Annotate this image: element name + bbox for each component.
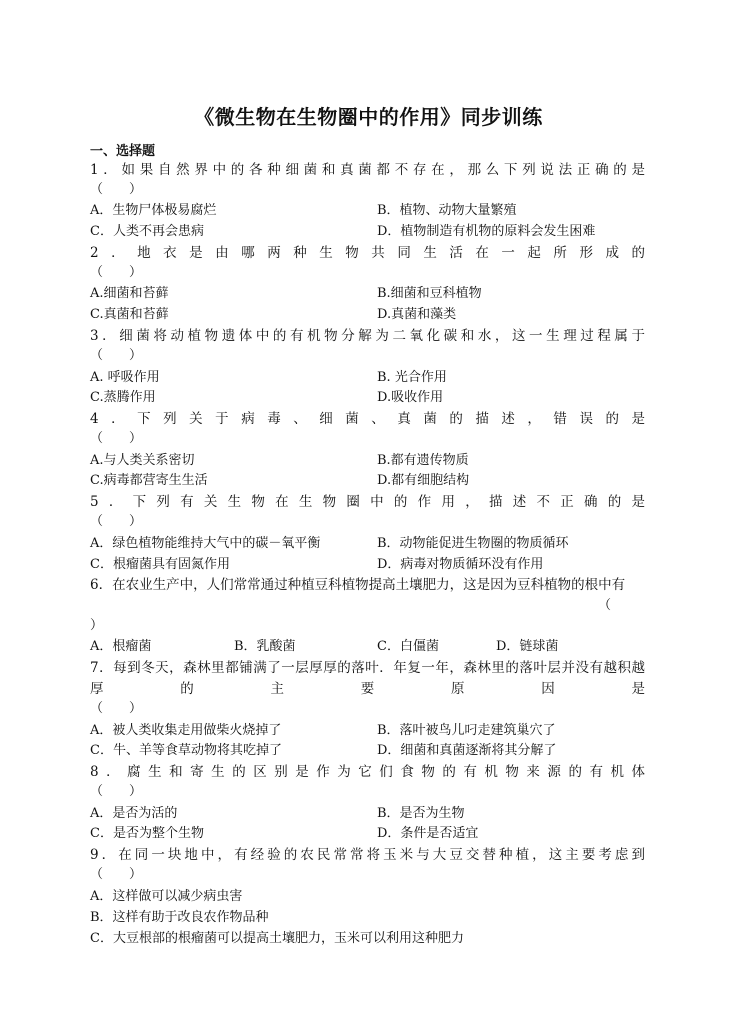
q3-option-a: A. 呼吸作用 [90,370,160,385]
q4-option-b: B.都有遗传物质 [377,453,469,468]
q8-option-a: A．是否为活的 [90,806,178,821]
q5-option-b: B．动物能促进生物圈的物质循环 [377,536,569,551]
q4-option-c: C.病毒都营寄生生活 [90,473,208,488]
question-5-paren: （ ） [90,514,143,529]
question-6-paren-open: （ [598,598,612,613]
question-4-stem: 4．下列关于病毒、细菌、真菌的描述，错误的是 [90,411,645,427]
question-7-stem-cont: 厚的主要原因是 [90,681,645,697]
q1-option-c: C．人类不再会患病 [90,224,204,239]
q7-option-d: D．细菌和真菌逐渐将其分解了 [377,743,557,758]
question-6-stem: 6．在农业生产中，人们常常通过种植豆科植物提高土壤肥力，这是因为豆科植物的根中有 [90,577,626,593]
question-9-stem: 9．在同一块地中，有经验的农民常常将玉米与大豆交替种植，这主要考虑到 [90,847,645,863]
q9-option-a: A．这样做可以减少病虫害 [90,889,243,904]
q6-option-b: B．乳酸菌 [234,639,296,654]
section-heading: 一、选择题 [90,144,156,159]
question-1-stem: 1．如果自然界中的各种细菌和真菌都不存在，那么下列说法正确的是 [90,162,645,178]
q2-option-b: B.细菌和豆科植物 [377,286,482,301]
q5-option-a: A．绿色植物能维持大气中的碳－氧平衡 [90,536,321,551]
q6-option-c: C．白僵菌 [377,639,439,654]
question-7-paren: （ ） [90,701,143,716]
q9-option-b: B．这样有助于改良农作物品种 [90,910,269,925]
q7-option-a: A．被人类收集走用做柴火烧掉了 [90,723,282,738]
q7-option-b: B．落叶被鸟儿叼走建筑巢穴了 [377,723,556,738]
q1-option-b: B．植物、动物大量繁殖 [377,203,517,218]
question-4-paren: （ ） [90,431,143,446]
question-9-paren: （ ） [90,867,143,882]
question-7-stem: 7．每到冬天，森林里都铺满了一层厚厚的落叶．年复一年，森林里的落叶层并没有越积越 [90,660,645,676]
q7-option-c: C．牛、羊等食草动物将其吃掉了 [90,743,282,758]
q5-option-c: C．根瘤菌具有固氮作用 [90,557,230,572]
q8-option-d: D．条件是否适宜 [377,826,479,841]
q6-option-a: A．根瘤菌 [90,639,152,654]
q2-option-d: D.真菌和藻类 [377,307,457,322]
question-2-stem: 2．地衣是由哪两种生物共同生活在一起所形成的 [90,245,645,261]
q3-option-d: D.吸收作用 [377,390,444,405]
question-6-paren-close: ） [90,618,104,633]
q5-option-d: D．病毒对物质循环没有作用 [377,557,544,572]
q4-option-a: A.与人类关系密切 [90,453,195,468]
q2-option-a: A.细菌和苔藓 [90,286,169,301]
page-title: 《微生物在生物圈中的作用》同步训练 [194,105,543,129]
q8-option-b: B．是否为生物 [377,806,465,821]
q9-option-c: C．大豆根部的根瘤菌可以提高土壤肥力，玉米可以利用这种肥力 [90,931,464,946]
question-8-stem: 8．腐生和寄生的区别是作为它们食物的有机物来源的有机体 [90,764,645,780]
question-3-paren: （ ） [90,348,143,363]
q1-option-a: A．生物尸体极易腐烂 [90,203,217,218]
question-5-stem: 5．下列有关生物在生物圈中的作用，描述不正确的是 [90,494,645,510]
q6-option-d: D．链球菌 [496,639,559,654]
q2-option-c: C.真菌和苔藓 [90,307,169,322]
q3-option-c: C.蒸腾作用 [90,390,156,405]
q4-option-d: D.都有细胞结构 [377,473,470,488]
q1-option-d: D．植物制造有机物的原料会发生困难 [377,224,596,239]
question-1-paren: （ ） [90,182,143,197]
q8-option-c: C．是否为整个生物 [90,826,204,841]
q3-option-b: B. 光合作用 [377,370,447,385]
question-3-stem: 3．细菌将动植物遗体中的有机物分解为二氧化碳和水，这一生理过程属于 [90,328,645,344]
question-8-paren: （ ） [90,784,143,799]
question-2-paren: （ ） [90,265,143,280]
